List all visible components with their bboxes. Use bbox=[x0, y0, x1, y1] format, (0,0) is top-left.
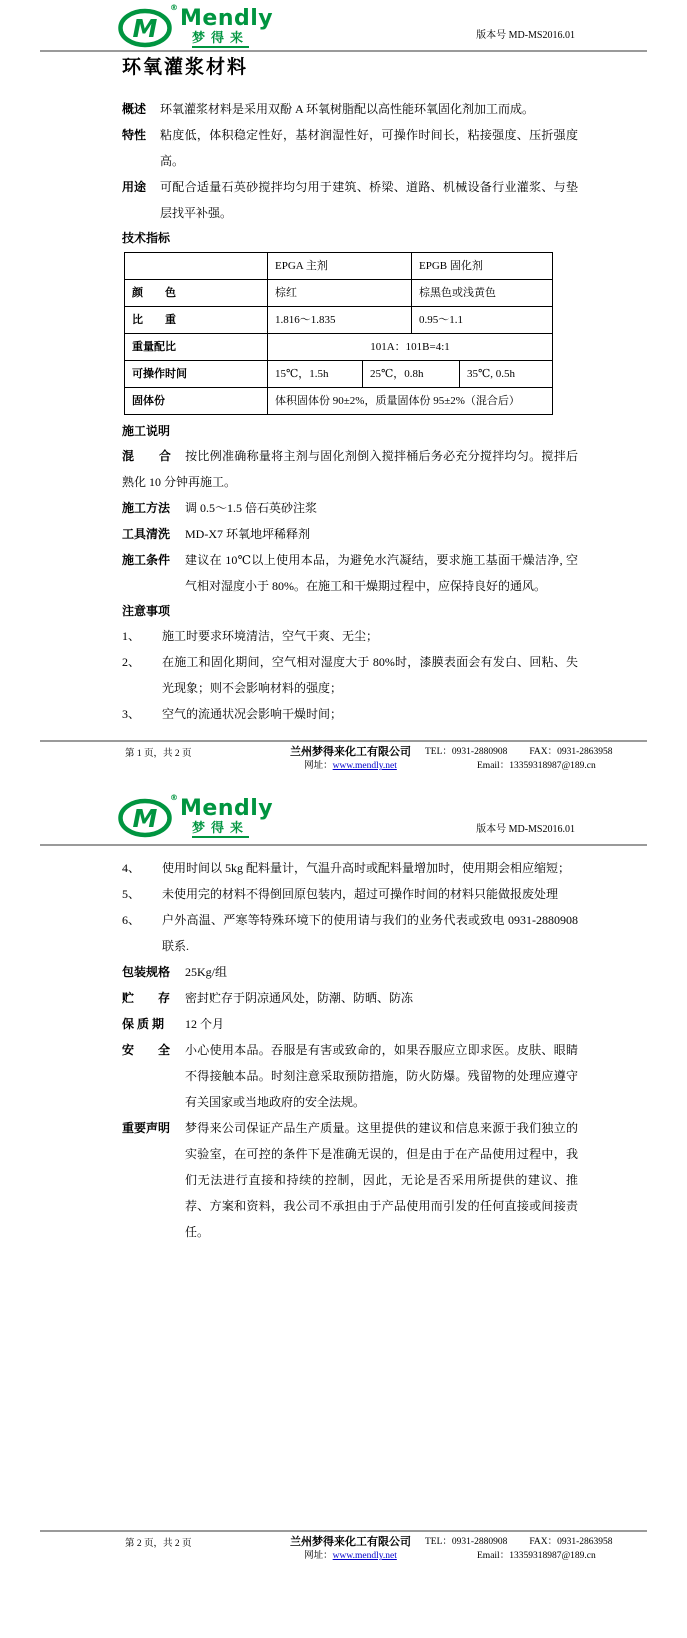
method-row bbox=[122, 495, 578, 521]
footer-tel: TEL：0931-2880908 bbox=[425, 747, 508, 757]
conditions-text: 建议在 10℃以上使用本品，为避免水汽凝结，要求施工基面干燥洁净, 空气相对湿度小于 80%。在施工和干燥期过程中，应保持良好的通风。 bbox=[185, 553, 578, 593]
ratio-label: 重量配比 bbox=[125, 334, 268, 361]
table-row-color bbox=[125, 280, 553, 307]
note-text: 未使用完的材料不得倒回原包装内，超过可操作时间的材料只能做报废处理 bbox=[162, 887, 559, 901]
footer-page-number: 第 1 页，共 2 页 bbox=[125, 749, 192, 759]
version-label: 版本号 MD-MS2016.01 bbox=[476, 824, 575, 835]
footer-company: 兰州梦得来化工有限公司 bbox=[290, 1536, 411, 1548]
note-number: 6、 bbox=[122, 913, 141, 927]
usage-row bbox=[122, 174, 578, 226]
header-rule bbox=[40, 50, 647, 52]
mendly-ellipse-m-icon bbox=[118, 796, 174, 838]
note-item-6 bbox=[122, 907, 578, 959]
page2-header bbox=[40, 770, 647, 860]
logo-mark bbox=[118, 793, 178, 838]
footer-tel-fax-line bbox=[425, 1535, 613, 1549]
page2-footer bbox=[40, 1530, 647, 1563]
note-text: 施工时要求环境清洁，空气干爽、无尘； bbox=[162, 629, 379, 643]
footer-website-link[interactable]: www.mendly.net bbox=[332, 761, 397, 771]
packaging-text: 25Kg/组 bbox=[185, 965, 228, 979]
note-item-2 bbox=[122, 649, 578, 701]
color-a: 棕红 bbox=[268, 280, 412, 307]
pot-time-15c: 15℃，1.5h bbox=[268, 361, 363, 388]
brand-name-en: Mendly bbox=[180, 6, 274, 31]
disclaimer-label: 重要声明 bbox=[122, 1121, 171, 1135]
footer-website-label: 网址： bbox=[304, 761, 333, 771]
mixing-row bbox=[122, 443, 578, 495]
footer-email: Email：13359318987@189.cn bbox=[477, 1551, 596, 1561]
note-text: 在施工和固化期间，空气相对湿度大于 80%时，漆膜表面会有发白、回粘、失光现象；则不会影响材料的强度； bbox=[162, 655, 578, 695]
gravity-b: 0.95～1.1 bbox=[412, 307, 553, 334]
solids-value: 体积固体份 90±2%，质量固体份 95±2%（混合后） bbox=[268, 388, 553, 415]
table-row-header bbox=[125, 253, 553, 280]
svg-text:M: M bbox=[132, 14, 158, 43]
construction-heading: 施工说明 bbox=[122, 424, 171, 438]
pot-time-label: 可操作时间 bbox=[125, 361, 268, 388]
brand-name-en: Mendly bbox=[180, 796, 274, 821]
pot-time-35c: 35℃, 0.5h bbox=[460, 361, 553, 388]
note-number: 1、 bbox=[122, 629, 141, 643]
table-cell-curing-agent: EPGB 固化剂 bbox=[412, 253, 553, 280]
conditions-row bbox=[122, 547, 578, 599]
mixing-text: 按比例准确称量将主剂与固化剂倒入搅拌桶后务必充分搅拌均匀。搅拌后熟化 10 分钟再施工。 bbox=[122, 449, 578, 489]
safety-label: 安 全 bbox=[122, 1043, 171, 1057]
overview-row bbox=[122, 96, 578, 122]
brand-logo bbox=[118, 793, 274, 838]
features-row bbox=[122, 122, 578, 174]
cleaning-row bbox=[122, 521, 578, 547]
footer-fax: FAX：0931-2863958 bbox=[529, 747, 613, 757]
note-number: 3、 bbox=[122, 707, 141, 721]
brand-name-cn: 梦得来 bbox=[192, 820, 249, 838]
disclaimer-row bbox=[122, 1115, 578, 1245]
conditions-label: 施工条件 bbox=[122, 553, 171, 567]
header-rule bbox=[40, 844, 647, 846]
shelf-life-label: 保 质 期 bbox=[122, 1017, 165, 1031]
logo-mark bbox=[118, 3, 178, 48]
logo-text bbox=[180, 6, 273, 48]
note-item-5 bbox=[122, 881, 578, 907]
ratio-value: 101A：101B=4:1 bbox=[268, 334, 553, 361]
table-row-pot-time bbox=[125, 361, 553, 388]
note-number: 4、 bbox=[122, 861, 141, 875]
footer-company: 兰州梦得来化工有限公司 bbox=[290, 746, 411, 758]
table-row-gravity bbox=[125, 307, 553, 334]
page-1 bbox=[0, 0, 687, 770]
registered-mark: ® bbox=[170, 793, 178, 802]
footer-fax: FAX：0931-2863958 bbox=[529, 1537, 613, 1547]
page-2 bbox=[0, 770, 687, 1638]
table-cell-main-agent: EPGA 主剂 bbox=[268, 253, 412, 280]
footer-page-number: 第 2 页，共 2 页 bbox=[125, 1539, 192, 1549]
note-number: 2、 bbox=[122, 655, 141, 669]
method-label: 施工方法 bbox=[122, 501, 171, 515]
table-cell-empty bbox=[125, 253, 268, 280]
svg-text:M: M bbox=[132, 804, 158, 833]
brand-logo bbox=[118, 3, 274, 48]
solids-label: 固体份 bbox=[125, 388, 268, 415]
pot-time-25c: 25℃，0.8h bbox=[363, 361, 460, 388]
gravity-a: 1.816～1.835 bbox=[268, 307, 412, 334]
storage-label: 贮 存 bbox=[122, 991, 171, 1005]
usage-text: 可配合适量石英砂搅拌均匀用于建筑、桥梁、道路、机械设备行业灌浆、与垫层找平补强。 bbox=[160, 180, 578, 220]
packaging-row bbox=[122, 959, 578, 985]
tech-specs-table bbox=[124, 252, 553, 415]
note-item-3 bbox=[122, 701, 578, 727]
table-row-solids bbox=[125, 388, 553, 415]
usage-label: 用途 bbox=[122, 180, 147, 194]
color-label: 颜 色 bbox=[125, 280, 268, 307]
features-text: 粘度低，体积稳定性好，基材润湿性好，可操作时间长，粘接强度、压折强度高。 bbox=[160, 128, 578, 168]
gravity-label: 比 重 bbox=[125, 307, 268, 334]
cleaning-text: MD-X7 环氧地坪稀释剂 bbox=[185, 527, 310, 541]
footer-website-line bbox=[290, 1549, 411, 1563]
notes-heading: 注意事项 bbox=[122, 604, 171, 618]
color-b: 棕黑色或浅黄色 bbox=[412, 280, 553, 307]
disclaimer-text: 梦得来公司保证产品生产质量。这里提供的建议和信息来源于我们独立的实验室，在可控的条件下是准确无误的，但是由于在产品使用过程中，我们无法进行直接和持续的控制，因此，无论是否采用所提供的建议、推荐、方案和资料，我公司不承担由于产品使用而引发的任何直接或间接责任。 bbox=[185, 1121, 578, 1239]
storage-row bbox=[122, 985, 578, 1011]
overview-text: 环氧灌浆材料是采用双酚 A 环氧树脂配以高性能环氧固化剂加工而成。 bbox=[160, 102, 535, 116]
footer-tel-fax-line bbox=[425, 745, 613, 759]
method-text: 调 0.5～1.5 倍石英砂注浆 bbox=[185, 501, 318, 515]
safety-text: 小心使用本品。吞服是有害或致命的，如果吞服应立即求医。皮肤、眼睛不得接触本品。时刻注意采取预防措施，防火防爆。残留物的处理应遵守有关国家或当地政府的安全法规。 bbox=[185, 1043, 578, 1109]
document-title: 环氧灌浆材料 bbox=[122, 57, 249, 78]
version-label: 版本号 MD-MS2016.01 bbox=[476, 30, 575, 41]
footer-email: Email：13359318987@189.cn bbox=[477, 761, 596, 771]
cleaning-label: 工具清洗 bbox=[122, 527, 171, 541]
registered-mark: ® bbox=[170, 3, 178, 12]
footer-tel: TEL：0931-2880908 bbox=[425, 1537, 508, 1547]
page2-body bbox=[122, 855, 578, 1245]
packaging-label: 包装规格 bbox=[122, 965, 171, 979]
shelf-life-row bbox=[122, 1011, 578, 1037]
footer-website-link[interactable]: www.mendly.net bbox=[332, 1551, 397, 1561]
note-number: 5、 bbox=[122, 887, 141, 901]
footer-website-label: 网址： bbox=[304, 1551, 333, 1561]
mendly-ellipse-m-icon bbox=[118, 6, 174, 48]
brand-name-cn: 梦得来 bbox=[192, 30, 249, 48]
storage-text: 密封贮存于阴凉通风处，防潮、防晒、防冻 bbox=[185, 991, 414, 1005]
mixing-label: 混 合 bbox=[122, 449, 172, 463]
features-label: 特性 bbox=[122, 128, 147, 142]
page1-footer bbox=[40, 740, 647, 773]
footer-rule bbox=[40, 1530, 647, 1532]
tech-specs-heading: 技术指标 bbox=[122, 231, 171, 245]
page1-body bbox=[122, 56, 578, 727]
overview-label: 概述 bbox=[122, 102, 147, 116]
note-text: 使用时间以 5kg 配料量计，气温升高时或配料量增加时，使用期会相应缩短； bbox=[162, 861, 571, 875]
logo-text bbox=[180, 796, 273, 838]
note-item-4 bbox=[122, 855, 578, 881]
safety-row bbox=[122, 1037, 578, 1115]
note-item-1 bbox=[122, 623, 578, 649]
note-text: 户外高温、严寒等特殊环境下的使用请与我们的业务代表或致电 0931-2880908 联系. bbox=[162, 913, 578, 953]
table-row-ratio bbox=[125, 334, 553, 361]
note-text: 空气的流通状况会影响干燥时间； bbox=[162, 707, 343, 721]
footer-rule bbox=[40, 740, 647, 742]
shelf-life-text: 12 个月 bbox=[185, 1017, 225, 1031]
